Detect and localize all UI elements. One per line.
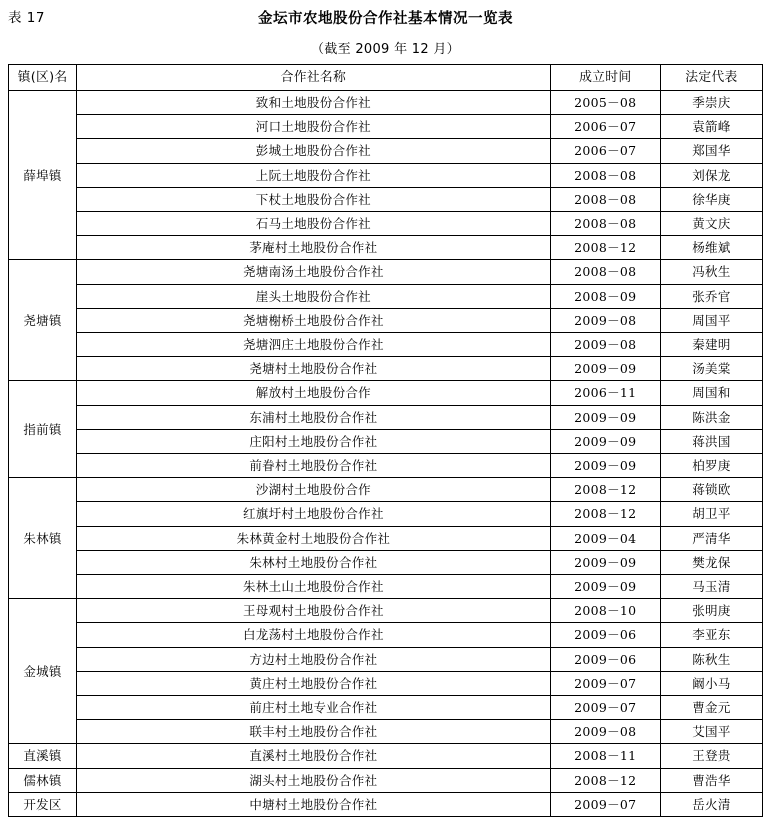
- table-row: [9, 575, 763, 599]
- cell-date: 2008－12: [550, 236, 660, 260]
- table-row: [9, 139, 763, 163]
- cell-date: 2008－10: [550, 599, 660, 623]
- table-body: [9, 91, 763, 817]
- page-title: 金坛市农地股份合作社基本情况一览表: [258, 11, 513, 27]
- cell-date: 2006－07: [550, 139, 660, 163]
- cell-representative: 柏罗庚: [660, 454, 762, 478]
- cell-date: 2006－07: [550, 115, 660, 139]
- cooperatives-table: [8, 64, 763, 817]
- table-row: [9, 405, 763, 429]
- cell-name: 方边村土地股份合作社: [77, 647, 551, 671]
- table-row: [9, 212, 763, 236]
- cell-town: 薛埠镇: [9, 91, 77, 260]
- cell-representative: 王登贵: [660, 744, 762, 768]
- cell-town: 直溪镇: [9, 744, 77, 768]
- cell-town: 朱林镇: [9, 478, 77, 599]
- table-label: 表 17: [8, 10, 45, 26]
- cell-date: 2008－12: [550, 502, 660, 526]
- cell-name: 彭城土地股份合作社: [77, 139, 551, 163]
- cell-name: 下杖土地股份合作社: [77, 187, 551, 211]
- cell-representative: 阚小马: [660, 671, 762, 695]
- column-header-rep: 法定代表: [660, 65, 762, 91]
- cell-town: 指前镇: [9, 381, 77, 478]
- cell-name: 朱林黄金村土地股份合作社: [77, 526, 551, 550]
- table-row: [9, 429, 763, 453]
- cell-representative: 胡卫平: [660, 502, 762, 526]
- cell-date: 2008－11: [550, 744, 660, 768]
- table-row: [9, 187, 763, 211]
- cell-name: 上阮土地股份合作社: [77, 163, 551, 187]
- cell-representative: 严清华: [660, 526, 762, 550]
- cell-representative: 季崇庆: [660, 91, 762, 115]
- cell-date: 2006－11: [550, 381, 660, 405]
- cell-name: 致和土地股份合作社: [77, 91, 551, 115]
- cell-name: 尧塘南汤土地股份合作社: [77, 260, 551, 284]
- cell-representative: 岳火清: [660, 792, 762, 816]
- cell-date: 2009－08: [550, 333, 660, 357]
- cell-date: 2008－12: [550, 478, 660, 502]
- table-row: [9, 623, 763, 647]
- cell-date: 2009－08: [550, 720, 660, 744]
- cell-representative: 曹金元: [660, 696, 762, 720]
- cell-representative: 杨维斌: [660, 236, 762, 260]
- cell-date: 2008－08: [550, 187, 660, 211]
- cell-name: 直溪村土地股份合作社: [77, 744, 551, 768]
- cell-town: 金城镇: [9, 599, 77, 744]
- cell-date: 2009－09: [550, 357, 660, 381]
- cell-name: 前庄村土地专业合作社: [77, 696, 551, 720]
- cell-date: 2008－09: [550, 284, 660, 308]
- cell-name: 王母观村土地股份合作社: [77, 599, 551, 623]
- table-row: [9, 115, 763, 139]
- table-row: [9, 720, 763, 744]
- cell-representative: 袁箭峰: [660, 115, 762, 139]
- cell-date: 2009－09: [550, 405, 660, 429]
- cell-name: 朱林村土地股份合作社: [77, 550, 551, 574]
- cell-town: 开发区: [9, 792, 77, 816]
- table-row: [9, 550, 763, 574]
- page-subtitle: （截至 2009 年 12 月）: [311, 42, 460, 57]
- cell-date: 2009－07: [550, 792, 660, 816]
- cell-name: 中塘村土地股份合作社: [77, 792, 551, 816]
- cell-date: 2008－08: [550, 163, 660, 187]
- cell-name: 石马土地股份合作社: [77, 212, 551, 236]
- cell-name: 前眷村土地股份合作社: [77, 454, 551, 478]
- column-header-town: 镇(区)名: [9, 65, 77, 91]
- cell-date: 2008－12: [550, 768, 660, 792]
- cell-date: 2009－08: [550, 308, 660, 332]
- cell-name: 湖头村土地股份合作社: [77, 768, 551, 792]
- cell-name: 河口土地股份合作社: [77, 115, 551, 139]
- cell-representative: 汤美棠: [660, 357, 762, 381]
- cell-representative: 周国和: [660, 381, 762, 405]
- cell-representative: 陈洪金: [660, 405, 762, 429]
- cell-date: 2009－06: [550, 647, 660, 671]
- cell-representative: 艾国平: [660, 720, 762, 744]
- table-row: [9, 91, 763, 115]
- cell-date: 2009－06: [550, 623, 660, 647]
- table-row: [9, 696, 763, 720]
- table-row: [9, 163, 763, 187]
- document-header: [0, 0, 771, 30]
- cell-name: 庄阳村土地股份合作社: [77, 429, 551, 453]
- cell-name: 白龙荡村土地股份合作社: [77, 623, 551, 647]
- cell-date: 2005－08: [550, 91, 660, 115]
- cell-representative: 樊龙保: [660, 550, 762, 574]
- table-row: [9, 333, 763, 357]
- table-row: [9, 502, 763, 526]
- table-row: [9, 599, 763, 623]
- cell-representative: 秦建明: [660, 333, 762, 357]
- cell-representative: 马玉清: [660, 575, 762, 599]
- cell-representative: 李亚东: [660, 623, 762, 647]
- cell-representative: 徐华庚: [660, 187, 762, 211]
- cell-date: 2008－08: [550, 212, 660, 236]
- table-row: [9, 647, 763, 671]
- table-row: [9, 671, 763, 695]
- table-row: [9, 744, 763, 768]
- column-header-date: 成立时间: [550, 65, 660, 91]
- cell-name: 尧塘榭桥土地股份合作社: [77, 308, 551, 332]
- cell-name: 朱林土山土地股份合作社: [77, 575, 551, 599]
- cell-date: 2008－08: [550, 260, 660, 284]
- cell-name: 茅庵村土地股份合作社: [77, 236, 551, 260]
- cell-town: 尧塘镇: [9, 260, 77, 381]
- table-header-row: [9, 65, 763, 91]
- cell-date: 2009－09: [550, 454, 660, 478]
- cell-name: 黄庄村土地股份合作社: [77, 671, 551, 695]
- cell-representative: 黄文庆: [660, 212, 762, 236]
- table-row: [9, 792, 763, 816]
- cell-name: 沙湖村土地股份合作: [77, 478, 551, 502]
- cell-name: 崖头土地股份合作社: [77, 284, 551, 308]
- cell-representative: 周国平: [660, 308, 762, 332]
- table-row: [9, 260, 763, 284]
- cell-representative: 冯秋生: [660, 260, 762, 284]
- cell-representative: 张乔官: [660, 284, 762, 308]
- table-row: [9, 308, 763, 332]
- table-row: [9, 357, 763, 381]
- cell-date: 2009－07: [550, 671, 660, 695]
- cell-name: 尧塘泗庄土地股份合作社: [77, 333, 551, 357]
- cell-name: 红旗圩村土地股份合作社: [77, 502, 551, 526]
- table-row: [9, 478, 763, 502]
- cell-date: 2009－04: [550, 526, 660, 550]
- cell-date: 2009－09: [550, 429, 660, 453]
- cell-representative: 蒋锁欧: [660, 478, 762, 502]
- cell-representative: 郑国华: [660, 139, 762, 163]
- cell-representative: 刘保龙: [660, 163, 762, 187]
- table-row: [9, 381, 763, 405]
- cell-date: 2009－09: [550, 575, 660, 599]
- table-row: [9, 454, 763, 478]
- cell-representative: 曹浩华: [660, 768, 762, 792]
- cell-date: 2009－09: [550, 550, 660, 574]
- cell-name: 东浦村土地股份合作社: [77, 405, 551, 429]
- table-row: [9, 284, 763, 308]
- cell-town: 儒林镇: [9, 768, 77, 792]
- cell-representative: 陈秋生: [660, 647, 762, 671]
- table-row: [9, 526, 763, 550]
- table-header: [9, 65, 763, 91]
- cell-name: 联丰村土地股份合作社: [77, 720, 551, 744]
- cell-name: 解放村土地股份合作: [77, 381, 551, 405]
- column-header-name: 合作社名称: [77, 65, 551, 91]
- cell-name: 尧塘村土地股份合作社: [77, 357, 551, 381]
- table-row: [9, 236, 763, 260]
- cell-date: 2009－07: [550, 696, 660, 720]
- cell-representative: 蒋洪国: [660, 429, 762, 453]
- cell-representative: 张明庚: [660, 599, 762, 623]
